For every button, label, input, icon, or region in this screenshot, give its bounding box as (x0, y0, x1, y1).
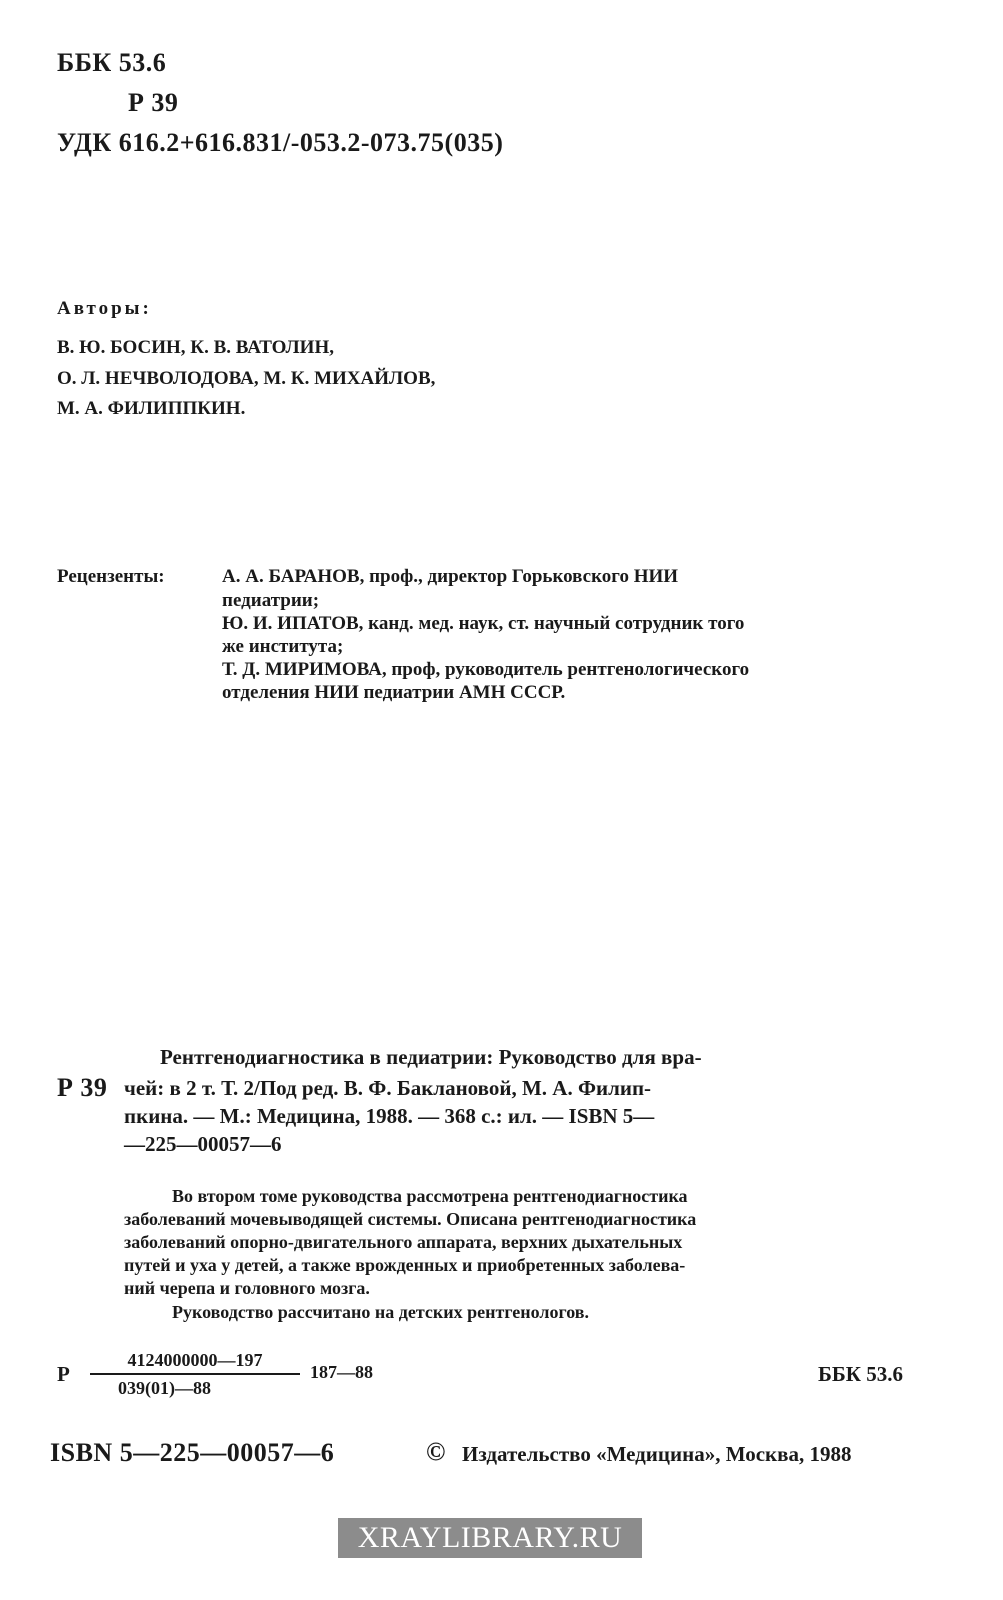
reviewer-line-2: педиатрии; (222, 590, 320, 611)
bibliographic-line-4: —225—00057—6 (124, 1132, 282, 1156)
isbn: ISBN 5—225—00057—6 (50, 1438, 335, 1467)
authors-line-2: О. Л. НЕЧВОЛОДОВА, М. К. МИХАЙЛОВ, (57, 368, 436, 389)
catalog-fraction (90, 1350, 300, 1399)
abstract-line-3: заболеваний опорно-двигательного аппарата, верхних дыхательных (124, 1232, 683, 1252)
bibliographic-line-1 (160, 1045, 702, 1070)
bibliographic-line-3: пкина. — М.: Медицина, 1988. — 368 с.: ил. — ISBN 5— (124, 1104, 655, 1128)
book-title: Рентгенодиагностика (160, 1045, 365, 1069)
watermark-banner: XRAYLIBRARY.RU (338, 1518, 642, 1558)
udk-code: УДК 616.2+616.831/-053.2-073.75(035) (57, 128, 504, 157)
fraction-bar (90, 1373, 300, 1375)
shelf-code: Р 39 (128, 88, 179, 117)
catalog-suffix: 187—88 (310, 1362, 373, 1382)
reviewer-line-1: А. А. БАРАНОВ, проф., директор Горьковского НИИ (222, 566, 679, 587)
reviewer-line-5: Т. Д. МИРИМОВА, проф, руководитель рентгенологического (222, 659, 750, 680)
catalog-letter: Р (57, 1362, 70, 1386)
authors-heading: Авторы: (57, 298, 152, 319)
bibliographic-side-code: Р 39 (57, 1073, 108, 1102)
reviewers-heading: Рецензенты: (57, 566, 165, 587)
catalog-bbk: ББК 53.6 (818, 1362, 903, 1386)
abstract-line-1: Во втором томе руководства рассмотрена рентгенодиагностика (172, 1186, 688, 1206)
reviewer-line-6: отделения НИИ педиатрии АМН СССР. (222, 682, 566, 703)
abstract-last-line: Руководство рассчитано на детских рентгенологов. (172, 1302, 590, 1322)
copyright-text: Издательство «Медицина», Москва, 1988 (462, 1442, 852, 1466)
catalog-denominator: 039(01)—88 (118, 1378, 211, 1398)
abstract-line-5: ний черепа и головного мозга. (124, 1278, 370, 1298)
bibliographic-line-1-rest: в педиатрии: Руководство для вра- (369, 1045, 702, 1069)
copyright-symbol: © (426, 1437, 446, 1466)
reviewer-line-4: же института; (222, 636, 344, 657)
bibliographic-line-2: чей: в 2 т. Т. 2/Под ред. В. Ф. Баклановой, М. А. Филип- (124, 1076, 652, 1100)
bbk-code: ББК 53.6 (57, 48, 167, 77)
reviewer-line-3: Ю. И. ИПАТОВ, канд. мед. наук, ст. научный сотрудник того (222, 613, 745, 634)
abstract-line-2: заболеваний мочевыводящей системы. Описана рентгенодиагностика (124, 1209, 697, 1229)
catalog-numerator: 4124000000—197 (127, 1350, 263, 1370)
authors-line-3: М. А. ФИЛИППКИН. (57, 398, 246, 419)
authors-line-1: В. Ю. БОСИН, К. В. ВАТОЛИН, (57, 337, 334, 358)
abstract-line-4: путей и уха у детей, а также врожденных и приобретенных заболева- (124, 1255, 686, 1275)
